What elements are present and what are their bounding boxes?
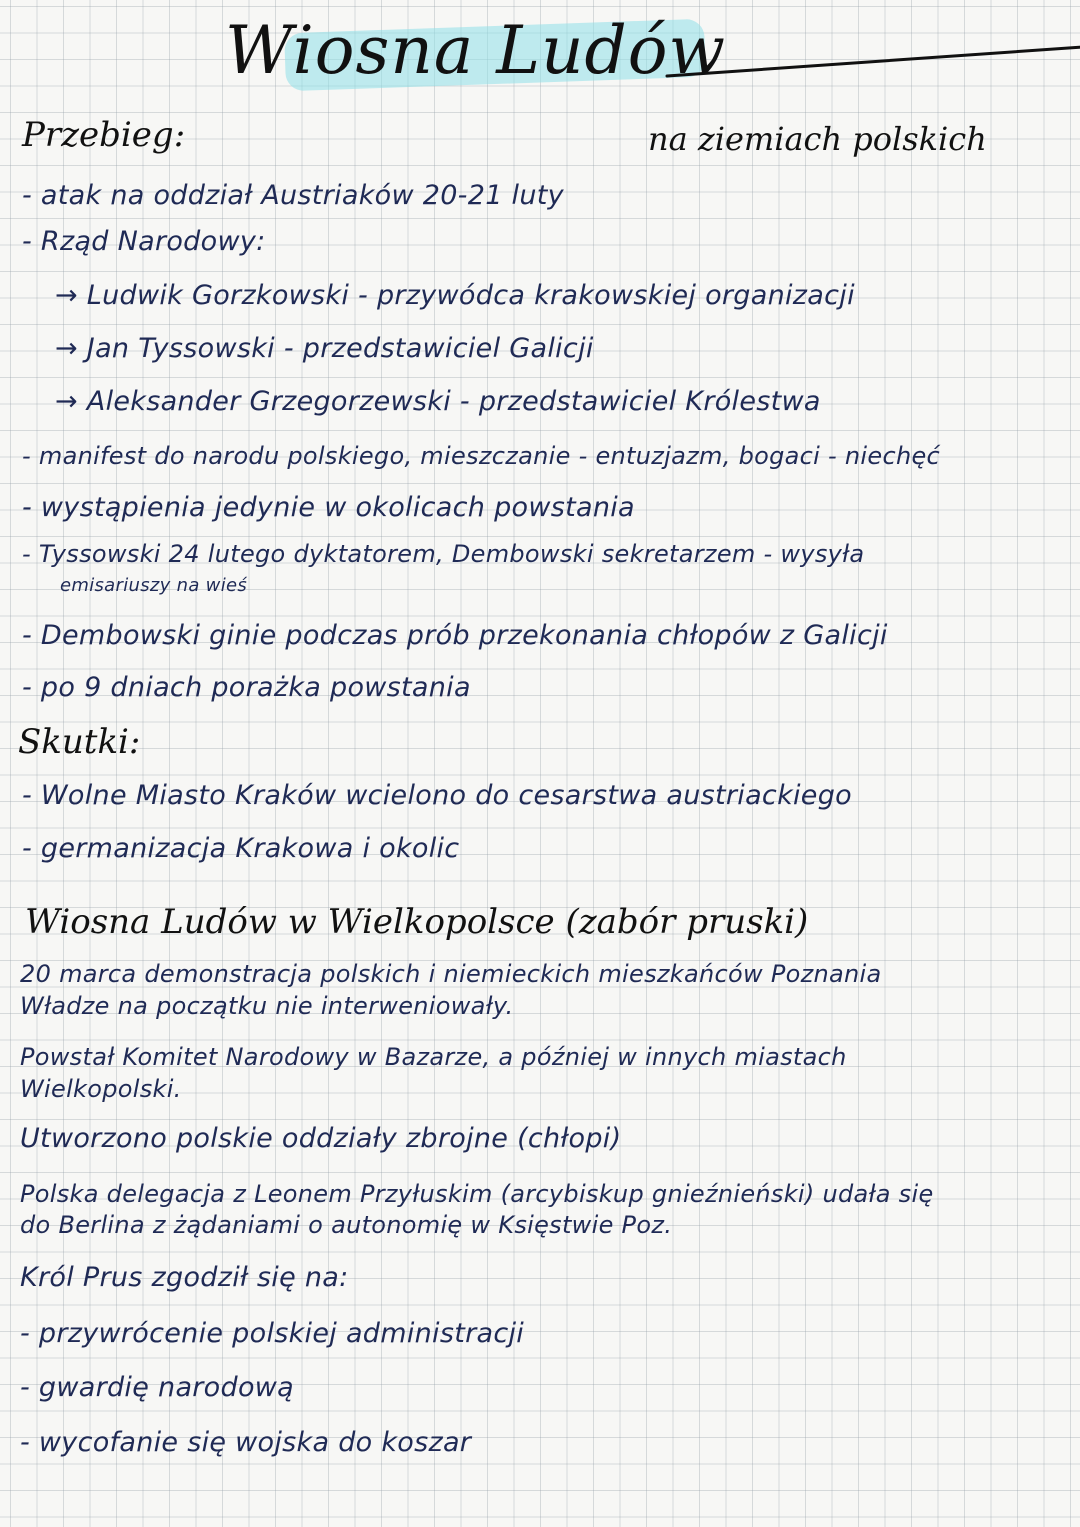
note-line: Król Prus zgodził się na:	[20, 1262, 349, 1293]
note-line: - gwardię narodową	[20, 1372, 294, 1403]
note-line: - atak na oddział Austriaków 20-21 luty	[22, 180, 564, 211]
note-line: Polska delegacja z Leonem Przyłuskim (arcybiskup gnieźnieński) udała się	[20, 1180, 934, 1208]
note-line: Władze na początku nie interweniowały.	[20, 992, 514, 1020]
note-line: Wielkopolski.	[20, 1075, 182, 1103]
page-subtitle: na ziemiach polskich	[648, 120, 987, 158]
note-line: - Rząd Narodowy:	[22, 226, 266, 257]
page-title: Wiosna Ludów	[225, 12, 727, 89]
note-line: - germanizacja Krakowa i okolic	[22, 833, 460, 864]
note-line: Utworzono polskie oddziały zbrojne (chłopi)	[20, 1123, 622, 1154]
note-line: - Tyssowski 24 lutego dyktatorem, Dembowski sekretarzem - wysyła	[22, 540, 865, 568]
note-line: do Berlina z żądaniami o autonomię w Księstwie Poz.	[20, 1211, 673, 1239]
note-line: → Aleksander Grzegorzewski - przedstawiciel Królestwa	[55, 386, 821, 417]
note-line: - po 9 dniach porażka powstania	[22, 672, 471, 703]
note-line: 20 marca demonstracja polskich i niemieckich mieszkańców Poznania	[20, 960, 882, 988]
note-line: → Ludwik Gorzkowski - przywódca krakowskiej organizacji	[55, 280, 855, 311]
section-heading-wielkopolska: Wiosna Ludów w Wielkopolsce (zabór pruski)	[25, 902, 809, 942]
note-line: - Wolne Miasto Kraków wcielono do cesarstwa austriackiego	[22, 780, 852, 811]
title-block	[225, 8, 865, 108]
note-line: emisariuszy na wieś	[60, 575, 248, 596]
note-line: Powstał Komitet Narodowy w Bazarze, a później w innych miastach	[20, 1043, 847, 1071]
title-underline	[665, 45, 1080, 77]
note-line: - manifest do narodu polskiego, mieszczanie - entuzjazm, bogaci - niechęć	[22, 442, 941, 470]
note-line: → Jan Tyssowski - przedstawiciel Galicji	[55, 333, 594, 364]
note-line: - przywrócenie polskiej administracji	[20, 1318, 525, 1349]
section-heading-przebieg: Przebieg:	[22, 115, 186, 155]
note-line: - wycofanie się wojska do koszar	[20, 1427, 472, 1458]
note-line: - wystąpienia jedynie w okolicach powstania	[22, 492, 635, 523]
note-line: - Dembowski ginie podczas prób przekonania chłopów z Galicji	[22, 620, 888, 651]
section-heading-skutki: Skutki:	[18, 722, 141, 762]
